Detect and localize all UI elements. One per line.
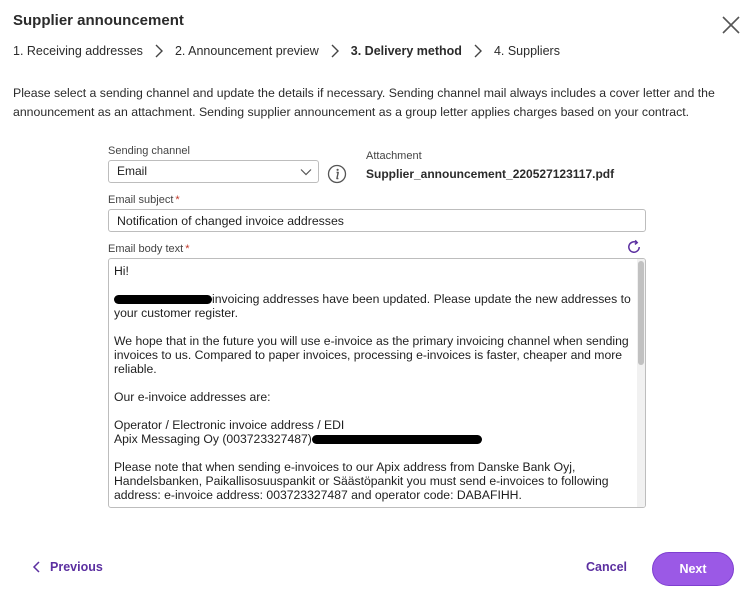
email-body-label [108,243,189,255]
sending-channel-label: Sending channel [108,145,190,157]
cancel-button[interactable]: Cancel [586,560,627,574]
email-body-label-text: Email body text [108,243,184,255]
previous-button[interactable] [32,560,103,574]
redacted-block [312,435,482,444]
body-paragraph: We hope that in the future you will use e-invoice as the primary invoicing channel when sending invoices to us. Compared to paper invoices, processing e-invoices is faster, cheaper and more reliable. [114,334,629,376]
chevron-right-icon [327,43,343,59]
required-mark: * [175,194,180,206]
wizard-steps [13,43,560,59]
email-subject-label [108,194,180,206]
sending-channel-value: Email [117,164,148,178]
email-body-content [114,264,634,508]
reset-icon[interactable] [626,239,642,255]
scrollbar-thumb[interactable] [638,261,644,365]
body-paragraph [114,418,634,446]
info-icon[interactable] [327,164,347,184]
next-button-label: Next [679,562,707,576]
step-suppliers[interactable]: 4. Suppliers [493,44,560,58]
chevron-right-icon [151,43,167,59]
attachment-link[interactable]: Supplier_announcement_220527123117.pdf [366,167,615,181]
body-paragraph-text: invoicing addresses have been updated. Please update the new addresses to your customer register. [114,292,631,320]
step-announcement-preview[interactable]: 2. Announcement preview [174,44,319,58]
page-title: Supplier announcement [13,12,184,29]
body-paragraph [114,292,634,320]
step-delivery-method[interactable]: 3. Delivery method [350,44,462,58]
sending-channel-select[interactable] [108,160,319,183]
chevron-right-icon [470,43,486,59]
scrollbar[interactable] [637,259,645,507]
email-subject-input[interactable] [108,209,646,232]
step-receiving-addresses[interactable]: 1. Receiving addresses [13,44,143,58]
chevron-left-icon [32,560,42,574]
next-button[interactable] [652,552,734,586]
required-mark: * [185,243,190,255]
email-subject-label-text: Email subject [108,194,174,206]
body-greeting: Hi! [114,264,129,278]
close-icon[interactable] [720,14,742,36]
intro-text: Please select a sending channel and update the details if necessary. Sending channel mail always includes a cover letter and the announcement as an attachment. Sending supplier announcement as a group letter applies charges based on your contract. [13,86,715,119]
previous-button-label: Previous [50,560,103,574]
body-line: Apix Messaging Oy (003723327487) [114,432,312,446]
body-paragraph: Please note that when sending e-invoices to our Apix address from Danske Bank Oyj, Handelsbanken, Paikallisosuuspankit or Säästöpankit you must send e-invoices to following address: e-invoice address: 003723327487 and operator code: DABAFIHH. [114,460,609,502]
body-paragraph: Our e-invoice addresses are: [114,390,271,404]
body-line: Operator / Electronic invoice address / EDI [114,418,345,432]
attachment-label: Attachment [366,150,422,162]
redacted-block [114,295,212,304]
chevron-down-icon [300,166,312,178]
email-body-textarea[interactable] [108,258,646,508]
